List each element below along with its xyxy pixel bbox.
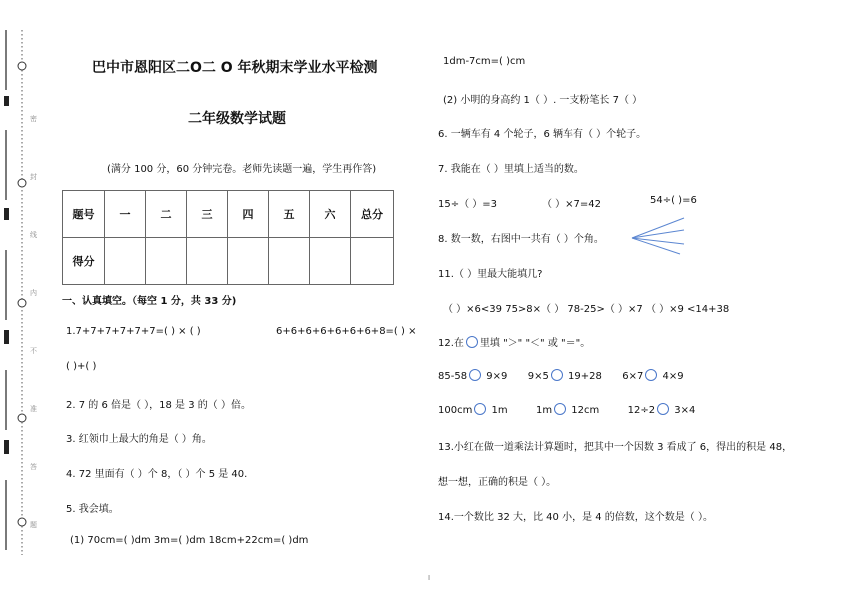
compare-left: 100cm: [438, 405, 473, 416]
score-header-cell: 五: [269, 191, 310, 238]
exam-note: (满分 100 分，60 分钟完卷。老师先读题一遍，学生再作答): [107, 164, 377, 175]
score-header-cell: 六: [310, 191, 351, 238]
compare-right: 9×9: [486, 371, 508, 382]
score-table-score-row: [63, 238, 394, 285]
compare-right: 1m: [491, 405, 508, 416]
question-14: 14.一个数比 32 大，比 40 小，是 4 的倍数，这个数是（ ）。: [438, 512, 713, 523]
score-cell[interactable]: [146, 238, 187, 285]
question-7a: 15÷（ ）=3: [438, 199, 498, 210]
compare-left: 12÷2: [627, 405, 656, 416]
score-table-header-row: [63, 191, 394, 238]
score-cell[interactable]: [105, 238, 146, 285]
question-1a: 1.7+7+7+7+7+7=( ) × ( ): [66, 326, 201, 337]
score-header-cell: 四: [228, 191, 269, 238]
compare-circle-input[interactable]: [469, 369, 481, 381]
exam-subtitle: 二年级数学试题: [188, 111, 286, 127]
question-1c: ( )+( ): [66, 361, 97, 372]
compare-circle-input[interactable]: [551, 369, 563, 381]
score-row-label: 得分: [63, 238, 105, 285]
compare-circle-input[interactable]: [645, 369, 657, 381]
compare-right: 4×9: [662, 371, 684, 382]
question-7b: （ ）×7=42: [542, 199, 602, 210]
question-5-1: (1) 70cm=( )dm 3m=( )dm 18cm+22cm=( )dm: [70, 535, 309, 546]
compare-circle-input[interactable]: [657, 403, 669, 415]
compare-circle-input[interactable]: [474, 403, 486, 415]
compare-circle-icon: [466, 336, 478, 348]
score-header-cell: 二: [146, 191, 187, 238]
question-12a: [438, 369, 684, 382]
compare-left: 85-58: [438, 371, 468, 382]
compare-left: 6×7: [622, 371, 644, 382]
question-5: 5. 我会填。: [66, 504, 119, 515]
page-mark: I: [428, 574, 431, 582]
score-header-cell: 题号: [63, 191, 105, 238]
compare-right: 12cm: [571, 405, 600, 416]
question-7: 7. 我能在（ ）里填上适当的数。: [438, 164, 584, 175]
compare-right: 19+28: [568, 371, 602, 382]
question-12-prefix: 12.在: [438, 338, 464, 349]
score-cell[interactable]: [187, 238, 228, 285]
angle-figure: [628, 214, 688, 258]
score-cell[interactable]: [351, 238, 394, 285]
question-3: 3. 红领巾上最大的角是（ ）角。: [66, 434, 212, 445]
question-11: 11.（ ）里最大能填几?: [438, 269, 543, 280]
compare-circle-input[interactable]: [554, 403, 566, 415]
score-header-cell: 三: [187, 191, 228, 238]
question-12: [438, 334, 590, 349]
question-11a: （ ）×6<39 75>8×（ ） 78-25>（ ）×7 （ ）×9 <14+38: [443, 304, 730, 315]
exam-title: 巴中市恩阳区二O二 O 年秋期末学业水平检测: [92, 60, 378, 76]
compare-left: 9×5: [527, 371, 549, 382]
question-1b: 6+6+6+6+6+6+6+8=( ) ×: [276, 326, 417, 337]
score-cell[interactable]: [310, 238, 351, 285]
question-r1: 1dm-7cm=( )cm: [443, 56, 526, 67]
question-13a: 13.小红在做一道乘法计算题时，把其中一个因数 3 看成了 6，得出的积是 48，: [438, 442, 793, 453]
question-r2: (2) 小明的身高约 1（ ）. 一支粉笔长 7（ ）: [443, 95, 643, 106]
compare-left: 1m: [536, 405, 553, 416]
score-header-cell: 一: [105, 191, 146, 238]
question-6: 6. 一辆车有 4 个轮子，6 辆车有（ ）个轮子。: [438, 129, 647, 140]
question-7c: 54÷( )=6: [650, 195, 697, 206]
question-2: 2. 7 的 6 倍是（ ），18 是 3 的（ ）倍。: [66, 400, 251, 411]
question-8: 8. 数一数，右图中一共有（ ）个角。: [438, 234, 604, 245]
question-4: 4. 72 里面有（ ）个 8，（ ）个 5 是 40.: [66, 469, 248, 480]
section-1-heading: 一、认真填空。（每空 1 分，共 33 分): [62, 296, 237, 307]
score-cell[interactable]: [269, 238, 310, 285]
question-12b: [438, 403, 695, 416]
question-12-suffix: 里填 "＞" "＜" 或 "＝"。: [479, 338, 591, 349]
score-header-cell: 总分: [351, 191, 394, 238]
compare-right: 3×4: [674, 405, 696, 416]
question-13b: 想一想，正确的积是（ ）。: [438, 477, 557, 488]
score-table: [62, 190, 394, 285]
binding-margin-text: 密 封 线 内 不 准 答 题: [30, 115, 37, 529]
score-cell[interactable]: [228, 238, 269, 285]
